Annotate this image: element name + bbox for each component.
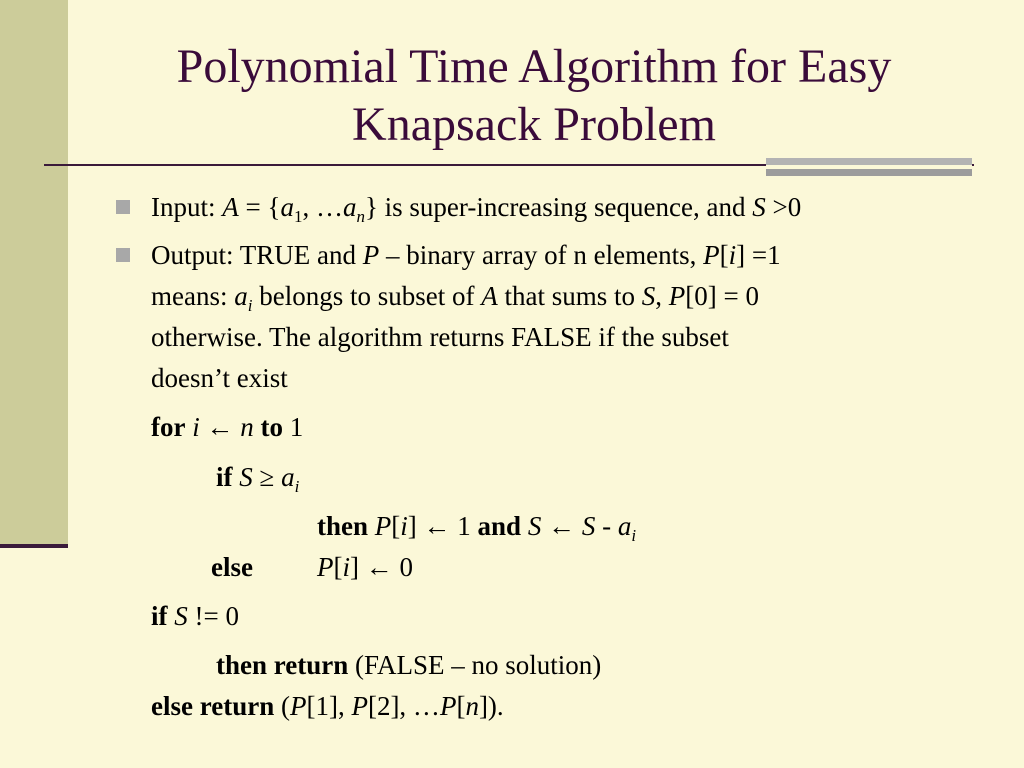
var-P: P xyxy=(374,511,392,541)
var-P: P xyxy=(317,552,334,582)
text: [0] = 0 xyxy=(685,281,759,311)
var-A: A xyxy=(481,281,498,311)
var-S: S xyxy=(527,511,542,541)
text: [1], xyxy=(306,691,352,721)
text: ] ← 1 xyxy=(407,511,478,541)
var-P: P xyxy=(439,691,457,721)
sub-1: 1 xyxy=(293,207,303,226)
text: means: xyxy=(151,281,235,311)
algo-else-line xyxy=(317,551,413,583)
algo-else-return-line xyxy=(151,690,504,722)
output-line-1 xyxy=(151,239,781,271)
var-an: a xyxy=(342,192,357,222)
square-bullet-icon xyxy=(116,248,130,262)
assign-arrow: ← xyxy=(199,412,241,442)
text: - xyxy=(595,511,618,541)
algo-then-return-line xyxy=(216,649,601,681)
text: ]). xyxy=(478,691,504,721)
keyword-if: if xyxy=(151,601,168,631)
var-P: P xyxy=(362,240,380,270)
text: [ xyxy=(719,240,729,270)
text: Output: TRUE and xyxy=(151,240,363,270)
var-i: i xyxy=(342,552,351,582)
title-line-2: Knapsack Problem xyxy=(352,98,716,151)
sub-n: n xyxy=(356,207,365,226)
geq-symbol: ≥ xyxy=(252,462,282,492)
var-a: a xyxy=(234,281,248,311)
input-bullet-text xyxy=(151,191,802,226)
var-A: A xyxy=(222,192,239,222)
keyword-else-return: else return xyxy=(151,691,275,721)
var-P: P xyxy=(351,691,368,721)
algo-if2-line xyxy=(151,600,239,632)
var-S: S xyxy=(752,192,766,222)
text-eq: = { xyxy=(238,192,281,222)
text-gt-zero: >0 xyxy=(765,192,802,222)
text: != 0 xyxy=(187,601,239,631)
var-S: S xyxy=(581,511,596,541)
algo-else-keyword xyxy=(211,551,253,583)
var-i: i xyxy=(192,412,200,442)
sub-i: i xyxy=(247,296,253,315)
output-line-3: otherwise. The algorithm returns FALSE if the subset xyxy=(151,322,729,352)
var-i: i xyxy=(728,240,737,270)
var-S: S xyxy=(174,601,188,631)
sub-i: i xyxy=(294,477,300,496)
var-a1: a xyxy=(280,192,294,222)
var-S: S xyxy=(239,462,253,492)
algo-if-line xyxy=(216,461,300,496)
algo-then-line xyxy=(317,510,637,545)
text: 1 xyxy=(283,412,304,442)
text: ( xyxy=(274,691,290,721)
keyword-if: if xyxy=(216,462,233,492)
output-line-4: doesn’t exist xyxy=(151,363,288,393)
keyword-then: then xyxy=(317,511,369,541)
keyword-for: for xyxy=(151,412,186,442)
keyword-then-return: then return xyxy=(216,650,349,680)
title-line-1: Polynomial Time Algorithm for Easy xyxy=(176,40,892,93)
var-S: S xyxy=(641,281,656,311)
text: [ xyxy=(456,691,466,721)
text: – binary array of n elements, xyxy=(379,240,704,270)
var-n: n xyxy=(240,412,254,442)
text: [ xyxy=(391,511,401,541)
var-a: a xyxy=(281,462,295,492)
assign-arrow: ← xyxy=(541,511,582,541)
text: [ xyxy=(333,552,343,582)
keyword-to: to xyxy=(260,412,283,442)
var-P: P xyxy=(289,691,307,721)
text: (FALSE – no solution) xyxy=(348,650,602,680)
output-line-2 xyxy=(151,280,759,315)
square-bullet-icon xyxy=(116,200,130,214)
text: ] =1 xyxy=(736,240,781,270)
text: that sums to xyxy=(497,281,642,311)
var-i: i xyxy=(400,511,408,541)
text-superincreasing: } is super-increasing sequence, and xyxy=(364,192,753,222)
input-label: Input: xyxy=(151,192,223,222)
algo-for-line xyxy=(151,411,303,443)
var-P: P xyxy=(668,281,686,311)
var-a: a xyxy=(617,511,632,541)
sub-i: i xyxy=(631,526,637,545)
var-P: P xyxy=(703,240,720,270)
text: belongs to subset of xyxy=(252,281,482,311)
text: , xyxy=(655,281,669,311)
text: ] ← 0 xyxy=(350,552,414,582)
keyword-and: and xyxy=(477,511,522,541)
var-n: n xyxy=(465,691,479,721)
keyword-else: else xyxy=(211,552,253,582)
text-dots: , … xyxy=(302,192,343,222)
text: [2], … xyxy=(367,691,440,721)
